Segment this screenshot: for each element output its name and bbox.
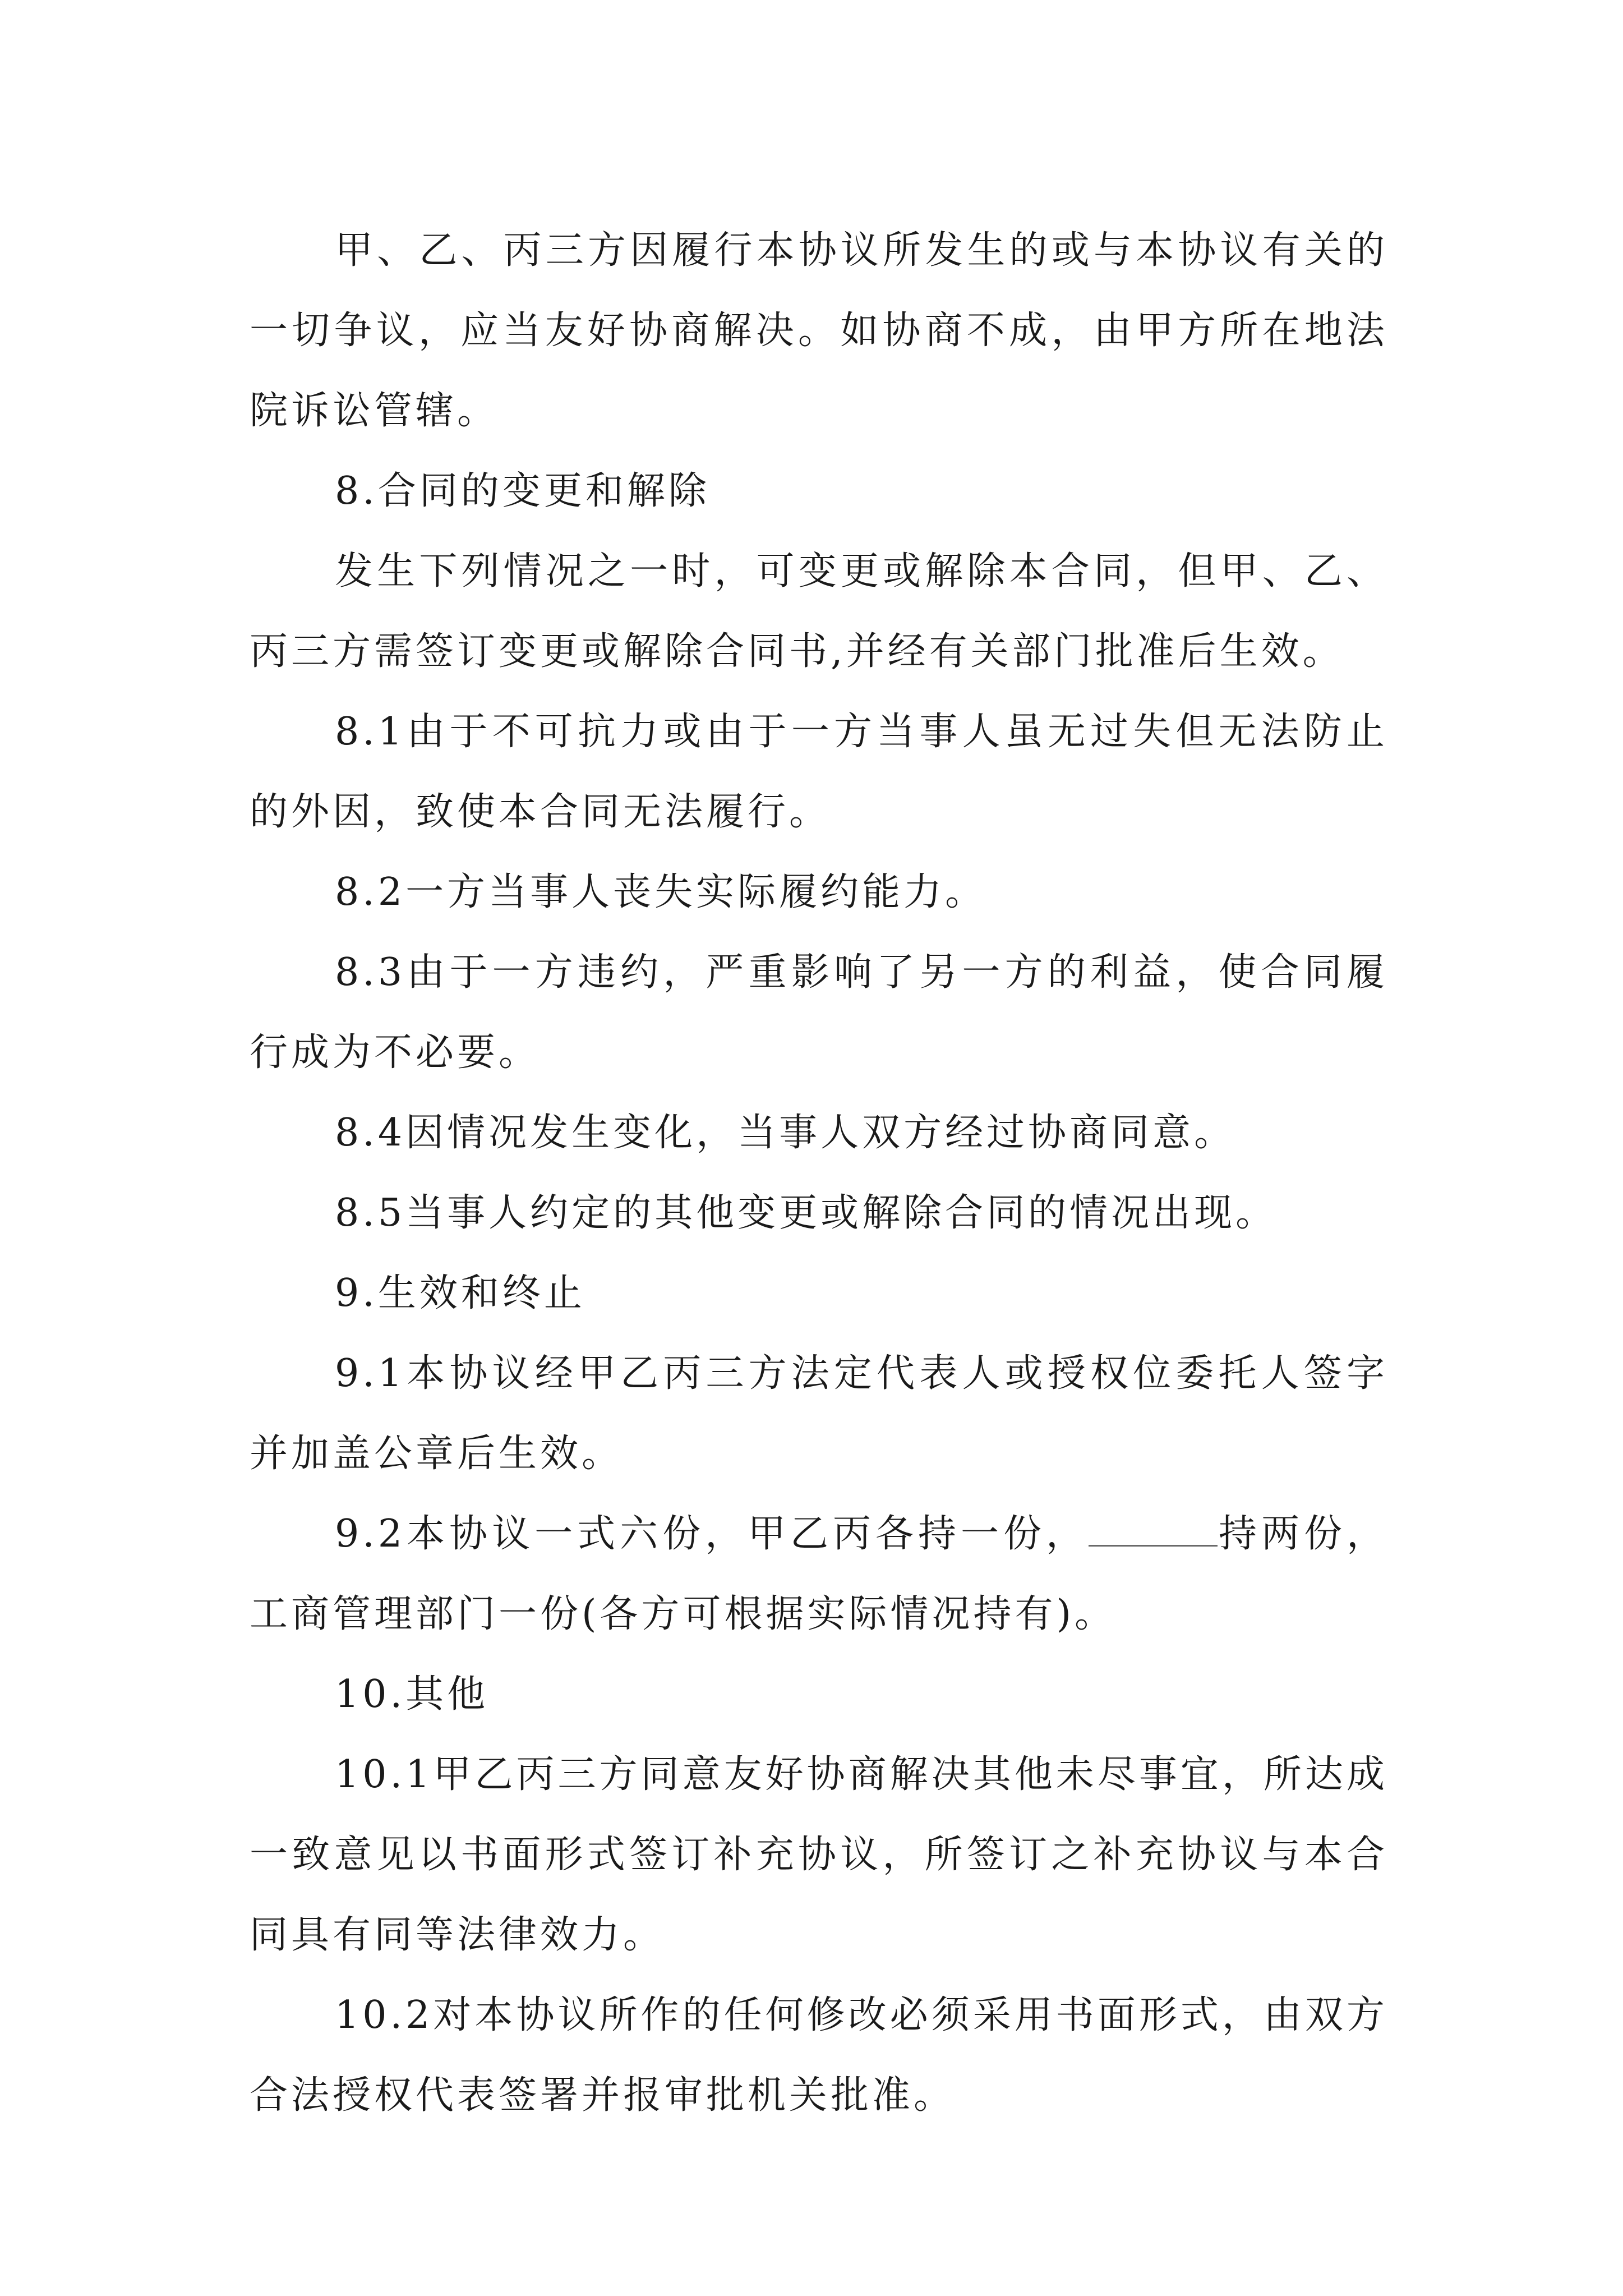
clause-9-2-part-2: 持两份，工商管理部门一份(各方可根据实际情况持有)。 (250, 1512, 1388, 1636)
document-body (250, 210, 1388, 2136)
clause-10-1: 10.1甲乙丙三方同意友好协商解决其他未尽事宜，所达成一致意见以书面形式签订补充协议，所签订之补充协议与本合同具有同等法律效力。 (250, 1752, 1388, 1957)
clause-8-2: 8.2一方当事人丧失实际履约能力。 (335, 870, 987, 914)
clause-8-1: 8.1由于不可抗力或由于一方当事人虽无过失但无法防止的外因，致使本合同无法履行。 (250, 710, 1388, 834)
clause-9-2 (250, 1494, 1388, 1654)
clause-8-5: 8.5当事人约定的其他变更或解除合同的情况出现。 (335, 1191, 1278, 1235)
fill-in-blank-line (1089, 1512, 1218, 1547)
clause-9-2-part-1: 9.2本协议一式六份，甲乙丙各持一份， (335, 1512, 1089, 1556)
paragraph-dispute-resolution: 甲、乙、丙三方因履行本协议所发生的或与本协议有关的一切争议，应当友好协商解决。如协商不成，由甲方所在地法院诉讼管辖。 (250, 228, 1388, 433)
clause-8-4: 8.4因情况发生变化，当事人双方经过协商同意。 (335, 1111, 1236, 1155)
paragraph-modification-conditions: 发生下列情况之一时，可变更或解除本合同，但甲、乙、丙三方需签订变更或解除合同书,并经有关部门批准后生效。 (250, 549, 1388, 674)
clause-10-2: 10.2对本协议所作的任何修改必须采用书面形式，由双方合法授权代表签署并报审批机关批准。 (250, 1993, 1388, 2118)
section-heading-effectiveness: 9.生效和终止 (335, 1271, 585, 1315)
section-heading-other: 10.其他 (335, 1672, 489, 1717)
clause-8-3: 8.3由于一方违约，严重影响了另一方的利益，使合同履行成为不必要。 (250, 950, 1388, 1075)
clause-9-1: 9.1本协议经甲乙丙三方法定代表人或授权位委托人签字并加盖公章后生效。 (250, 1351, 1388, 1476)
section-heading-contract-modification: 8.合同的变更和解除 (335, 469, 710, 513)
